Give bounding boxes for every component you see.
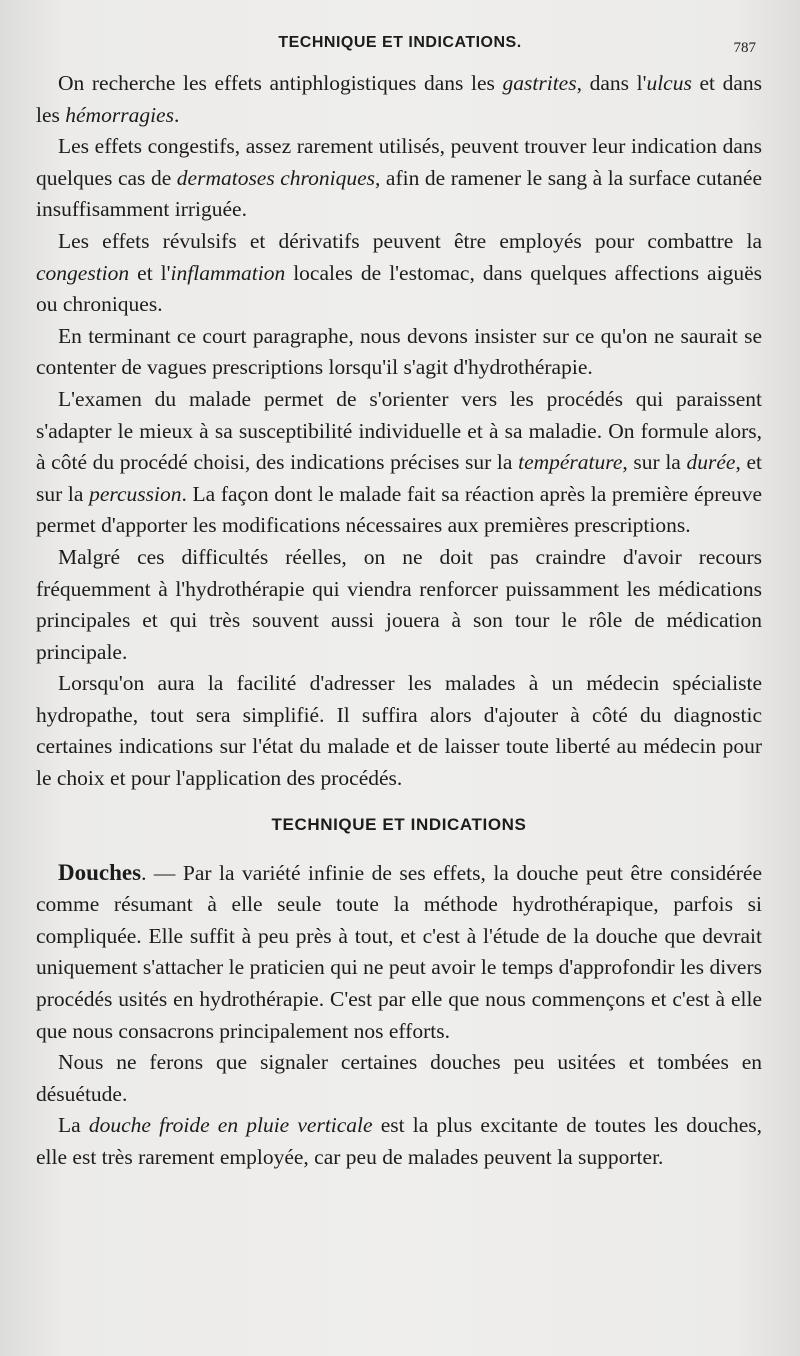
page-number: 787	[733, 40, 756, 56]
text-run: Nous ne ferons que signaler certaines douches peu usitées et tombées en désuétude.	[36, 1050, 762, 1106]
italic-term: gastrites	[502, 71, 577, 95]
paragraph	[36, 321, 762, 384]
italic-term: durée	[686, 450, 736, 475]
italic-term: température	[518, 450, 623, 475]
text-run: et dans les	[36, 71, 762, 127]
text-run: La	[58, 1113, 89, 1138]
paragraph	[36, 384, 762, 542]
italic-term: inflammation	[170, 260, 286, 285]
text-run: Les effets révulsifs et dérivatifs peuvent être employés pour combattre la	[58, 228, 762, 253]
paragraph	[36, 68, 762, 131]
text-run: , dans l'	[576, 71, 647, 95]
text-run: On recherche les effets antiphlogistiques dans les	[58, 71, 503, 95]
text-run: . — Par la variété infinie de ses effets, la douche peut être considérée comme résumant à elle seule toute la méthode hydrothérapique, parfois si compliquée. Elle suffit à peu près à tout, et c'est à l'étude de la douche que devrait uniquement s'attacher le praticien qui ne peut avoir le temps d'approfondir les divers procédés usités en hydrothérapie. C'est par elle que nous commençons et c'est à elle que nous consacrons principalement nos efforts.	[36, 860, 762, 1043]
running-header: TECHNIQUE ET INDICATIONS.	[278, 34, 522, 51]
text-run: L'examen du malade permet de s'orienter vers les procédés qui paraissent s'adapter le mieux à sa susceptibilité individuelle et à sa maladie. On formule alors, à côté du procédé choisi, des indications précises sur la	[36, 386, 762, 475]
italic-term: hémorragies	[65, 102, 174, 127]
text-run: Les effets congestifs, assez rarement utilisés, peuvent trouver leur indication dans quelques cas de	[36, 134, 762, 190]
italic-term: douche froide en pluie verticale	[88, 1113, 373, 1138]
text-run: , afin de ramener le sang à la surface cutanée insuffisamment irriguée.	[36, 165, 762, 222]
paragraph	[36, 1047, 762, 1110]
paragraph	[36, 668, 762, 794]
text-run: locales de l'estomac, dans quelques affections aiguës ou chroniques.	[36, 260, 762, 317]
paragraph	[36, 226, 762, 321]
text-run: , sur la	[622, 450, 687, 475]
bold-term: Douches	[58, 859, 142, 885]
text-run: En terminant ce court paragraphe, nous devons insister sur ce qu'on ne saurait se contenter de vagues prescriptions lorsqu'il s'agit d'hydrothérapie.	[36, 323, 762, 380]
italic-term: congestion	[36, 260, 130, 285]
italic-term: percussion	[89, 481, 182, 506]
text-run: . La façon dont le malade fait sa réaction après la première épreuve permet d'apporter les modifications nécessaires aux premières prescriptions.	[36, 481, 763, 538]
paragraph	[36, 131, 762, 226]
paragraph	[36, 857, 762, 1048]
page-body	[36, 68, 762, 1174]
italic-term: ulcus	[646, 71, 692, 95]
paragraph	[36, 1110, 762, 1173]
text-run: Malgré ces difficultés réelles, on ne doit pas craindre d'avoir recours fréquemment à l'hydrothérapie qui viendra renforcer puissamment les médications principales et qui très souvent aussi jouera à son tour le rôle de médication principale.	[36, 544, 762, 664]
text-run: est la plus excitante de toutes les douches, elle est très rarement employée, car peu de malades peuvent la supporter.	[36, 1113, 762, 1169]
italic-term: dermatoses chroniques	[176, 165, 375, 190]
text-run: , et sur la	[36, 450, 762, 506]
text-run: et l'	[129, 260, 171, 285]
text-run: Lorsqu'on aura la facilité d'adresser les malades à un médecin spécialiste hydropathe, tout sera simplifié. Il suffira alors d'ajouter à côté du diagnostic certaines indications sur l'état du malade et de laisser toute liberté au médecin pour le choix et pour l'application des procédés.	[36, 671, 762, 791]
text-run: .	[173, 102, 180, 127]
section-heading: TECHNIQUE ET INDICATIONS	[271, 814, 527, 834]
paragraph	[36, 542, 762, 668]
